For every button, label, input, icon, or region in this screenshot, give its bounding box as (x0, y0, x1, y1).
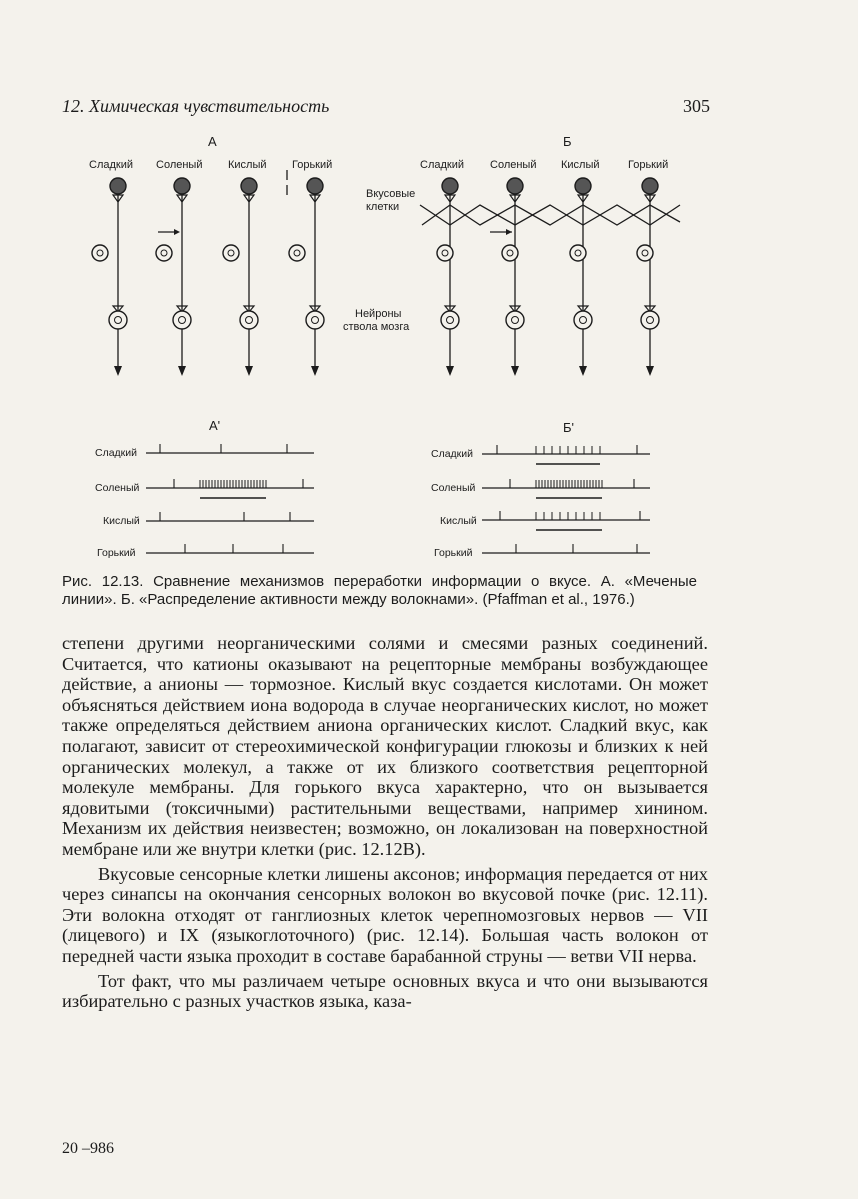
brainstem-neuron (506, 311, 524, 329)
brainstem-neuron (574, 311, 592, 329)
taste-label-b-bitter: Горький (628, 159, 669, 171)
receptor-cell (507, 178, 523, 194)
trace-label-a-sour: Кислый (103, 515, 140, 527)
trace-label-a-salty: Соленый (95, 482, 140, 494)
ganglion-cell (156, 245, 172, 261)
receptor-label-line1: Вкусовые (366, 188, 416, 200)
trace-label-a-sweet: Сладкий (95, 447, 137, 459)
receptor-cell (307, 178, 323, 194)
receptor-cell (241, 178, 257, 194)
ganglion-cell (437, 245, 453, 261)
taste-label-a-bitter: Горький (292, 159, 333, 171)
paragraph-3: Тот факт, что мы различаем четыре основных вкуса и что они вызываются избирательно с разных участков языка, каза- (62, 970, 708, 1012)
panel-a-label: А (208, 134, 217, 149)
paragraph-1: степени другими неорганическими солями и смесями разных соединений. Считается, что катионы оказывают на рецепторные мембраны возбуждающее действие, а анионы — тормозное. Кислый вкус создается кислотами. Он может объясняться действием иона водорода в случае неорганических кислот, но может также определяться действием аниона органических кислот. Сладкий вкус, как полагают, зависит от стереохимической конфигурации глюкозы и близких к ней органических молекул, а также от их близкого соответствия рецепторной молекуле мембраны. Для горького вкуса характерно, что он вызывается ядовитыми (токсичными) растительными веществами, например хинином. Механизм их действия неизвестен; возможно, он локализован на поверхностной мембране или же внутри клетки (рис. 12.12В). (62, 633, 708, 859)
body-text (62, 633, 708, 1012)
taste-label-b-sour: Кислый (561, 159, 600, 171)
ganglion-cell (570, 245, 586, 261)
taste-label-a-salty: Соленый (156, 159, 203, 171)
brainstem-neuron (173, 311, 191, 329)
figure-12-13 (0, 0, 858, 575)
taste-label-a-sour: Кислый (228, 159, 267, 171)
trace-label-a-bitter: Горький (97, 547, 136, 559)
ganglion-cell (502, 245, 518, 261)
signature-mark: 20 –986 (62, 1140, 114, 1157)
ganglion-cell (223, 245, 239, 261)
caption-text: Рис. 12.13. Сравнение механизмов переработки информации о вкусе. А. «Меченые линии». Б. «Распределение активности между волокнами». (Pfaffman et al., 1976.) (62, 573, 697, 608)
ganglion-cell (637, 245, 653, 261)
taste-label-b-salty: Соленый (490, 159, 537, 171)
ganglion-cell (289, 245, 305, 261)
paragraph-2: Вкусовые сенсорные клетки лишены аксонов; информация передается от них через синапсы на окончания сенсорных волокон во вкусовой почке (рис. 12.11). Эти волокна отходят от ганглиозных клеток черепномозговых нервов — VII (лицевого) и IX (языкоглоточного) (рис. 12.14). Большая часть волокон от передней части языка проходит в составе барабанной струны — ветви VII нерва. (62, 863, 708, 966)
brainstem-neuron (306, 311, 324, 329)
page-number: 305 (683, 96, 710, 116)
trace-label-b-sour: Кислый (440, 515, 477, 527)
trace-label-b-sweet: Сладкий (431, 448, 473, 460)
receptor-cell (174, 178, 190, 194)
panel-b-prime-label: Б' (563, 420, 575, 435)
taste-label-b-sweet: Сладкий (420, 159, 464, 171)
receptor-cell (575, 178, 591, 194)
receptor-label-line2: клетки (366, 201, 400, 213)
trace-label-b-salty: Соленый (431, 482, 476, 494)
brainstem-neuron (641, 311, 659, 329)
ganglion-cell (92, 245, 108, 261)
taste-label-a-sweet: Сладкий (89, 159, 133, 171)
neuron-label-line2: ствола мозга (343, 321, 410, 333)
panel-a-prime-label: А' (209, 418, 221, 433)
chapter-title: 12. Химическая чувствительность (62, 96, 330, 116)
trace-label-b-bitter: Горький (434, 547, 473, 559)
neuron-label-line1: Нейроны (355, 308, 402, 320)
receptor-cell (110, 178, 126, 194)
brainstem-neuron (441, 311, 459, 329)
brainstem-neuron (240, 311, 258, 329)
receptor-cell (642, 178, 658, 194)
panel-b-diagram (420, 195, 680, 372)
brainstem-neuron (109, 311, 127, 329)
receptor-cell (442, 178, 458, 194)
panel-b-label: Б (563, 134, 572, 149)
panel-a-diagram (118, 170, 315, 372)
figure-caption (62, 573, 697, 609)
